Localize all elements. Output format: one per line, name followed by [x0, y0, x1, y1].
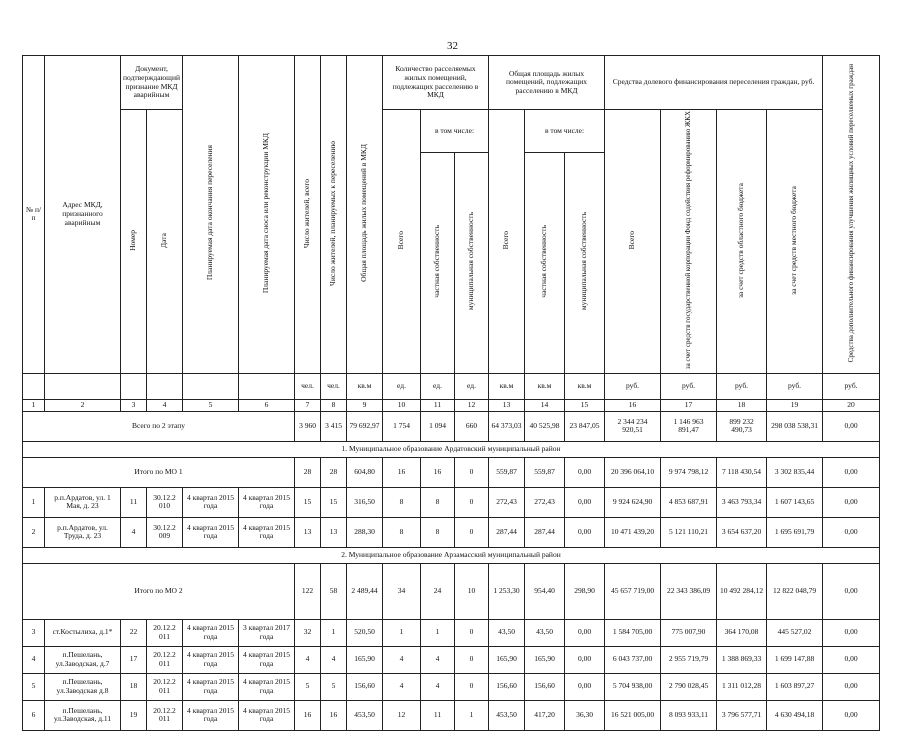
cell: 17: [121, 646, 147, 673]
cell: 20 396 064,10: [605, 457, 661, 487]
col-number: 13: [489, 399, 525, 411]
hdr-residents-total-text: Число жителей, всего: [302, 178, 312, 248]
hdr-fin-fund-text: за счет средств государственной корпорации Фонд содействия реформированию ЖКХ: [684, 111, 693, 370]
col-number: 8: [321, 399, 347, 411]
cell: 288,30: [347, 517, 383, 547]
hdr-area-count: Общая площадь жилых помещений, подлежащих расселению в МКД: [489, 56, 605, 110]
cell: 156,60: [489, 673, 525, 700]
hdr-rooms-count: Количество расселяемых жилых помещений, подлежащих расселению в МКД: [383, 56, 489, 110]
col-number: 9: [347, 399, 383, 411]
cell: 16 521 005,00: [605, 700, 661, 730]
cell: 3 654 637,20: [717, 517, 767, 547]
cell: 1 253,30: [489, 563, 525, 619]
cell: 364 170,08: [717, 619, 767, 646]
cell: 43,50: [525, 619, 565, 646]
cell: 1: [23, 487, 45, 517]
unit-blank: [45, 373, 121, 399]
col-number: 15: [565, 399, 605, 411]
cell: 122: [295, 563, 321, 619]
cell: 5: [295, 673, 321, 700]
cell: 11: [421, 700, 455, 730]
col-number: 12: [455, 399, 489, 411]
unit-cell: чел.: [321, 373, 347, 399]
hdr-fin-total-text: Всего: [627, 230, 637, 250]
cell: 4: [383, 673, 421, 700]
cell: 4 квартал 2015 года: [183, 700, 239, 730]
hdr-rooms-municipal: [455, 152, 489, 373]
total-stage-label: Всего по 2 этапу: [23, 411, 295, 441]
cell: 156,60: [525, 673, 565, 700]
cell: 16: [295, 700, 321, 730]
cell: 3: [23, 619, 45, 646]
col-number: 16: [605, 399, 661, 411]
table-row: [23, 700, 880, 730]
subtotal-row-1: [23, 457, 880, 487]
total-stage-row: [23, 411, 880, 441]
hdr-no: № п/ п: [23, 56, 45, 374]
cell: 8: [421, 517, 455, 547]
col-number: 6: [239, 399, 295, 411]
cell: 30.12.2 010: [147, 487, 183, 517]
unit-blank: [23, 373, 45, 399]
cell: 28: [321, 457, 347, 487]
cell: 604,80: [347, 457, 383, 487]
unit-blank: [183, 373, 239, 399]
hdr-area-private-text: частная собственность: [539, 225, 549, 298]
cell: 15: [295, 487, 321, 517]
cell: п.Пешелань, ул.Заводская д.8: [45, 673, 121, 700]
cell: 1 094: [421, 411, 455, 441]
unit-cell: кв.м: [565, 373, 605, 399]
cell: 1 146 963 891,47: [661, 411, 717, 441]
subtotal-label: Итого по МО 2: [23, 563, 295, 619]
hdr-document: Документ, подтверждающий признание МКД аварийным: [121, 56, 183, 110]
hdr-fin-local: [767, 110, 823, 374]
cell: 0,00: [823, 487, 880, 517]
cell: 445 527,02: [767, 619, 823, 646]
cell: 0,00: [565, 487, 605, 517]
cell: 4 квартал 2015 года: [183, 646, 239, 673]
cell: 298 038 538,31: [767, 411, 823, 441]
cell: 1 584 705,00: [605, 619, 661, 646]
cell: 20.12.2 011: [147, 673, 183, 700]
subtotal-row-2: [23, 563, 880, 619]
cell: 0: [455, 619, 489, 646]
cell: 0: [455, 457, 489, 487]
cell: 11: [121, 487, 147, 517]
section-1-title: 1. Муниципальное образование Ардатовский муниципальный район: [23, 441, 880, 457]
cell: 520,50: [347, 619, 383, 646]
cell: 43,50: [489, 619, 525, 646]
cell: 899 232 490,73: [717, 411, 767, 441]
cell: 4 квартал 2015 года: [183, 619, 239, 646]
col-number: 20: [823, 399, 880, 411]
hdr-rooms-private-text: частная собственность: [432, 225, 442, 298]
unit-cell: ед.: [455, 373, 489, 399]
cell: 8: [421, 487, 455, 517]
cell: ст.Костылиха, д.1*: [45, 619, 121, 646]
cell: 5: [321, 673, 347, 700]
cell: р.п.Ардатов, ул. 1 Мая, д. 23: [45, 487, 121, 517]
hdr-address: Адрес МКД, признанного аварийным: [45, 56, 121, 374]
hdr-residents-total: [295, 56, 321, 374]
cell: 8: [383, 517, 421, 547]
cell: 2 344 234 920,51: [605, 411, 661, 441]
unit-cell: руб.: [767, 373, 823, 399]
cell: 0,00: [823, 457, 880, 487]
cell: 272,43: [525, 487, 565, 517]
cell: р.п.Ардатов, ул. Труда, д. 23: [45, 517, 121, 547]
cell: п.Пешелань, ул.Заводская, д.7: [45, 646, 121, 673]
cell: 1 388 869,33: [717, 646, 767, 673]
cell: 954,40: [525, 563, 565, 619]
cell: 24: [421, 563, 455, 619]
cell: 3 415: [321, 411, 347, 441]
cell: 1: [455, 700, 489, 730]
cell: 4: [321, 646, 347, 673]
hdr-additional-text: Средства дополнительного финансирования улучшения жилищных условий переселяемых граждан: [846, 63, 855, 363]
cell: 775 007,90: [661, 619, 717, 646]
cell: 165,90: [347, 646, 383, 673]
cell: 16: [321, 700, 347, 730]
cell: 165,90: [489, 646, 525, 673]
hdr-doc-number-text: Номер: [128, 229, 138, 251]
col-number: 11: [421, 399, 455, 411]
cell: 15: [321, 487, 347, 517]
cell: 23 847,05: [565, 411, 605, 441]
table-row: [23, 673, 880, 700]
cell: 0: [455, 646, 489, 673]
col-number: 17: [661, 399, 717, 411]
cell: 8 093 933,11: [661, 700, 717, 730]
hdr-equity-financing: Средства долевого финансирования переселения граждан, руб.: [605, 56, 823, 110]
cell: 0,00: [823, 563, 880, 619]
cell: 3 квартал 2017 года: [239, 619, 295, 646]
cell: 2: [23, 517, 45, 547]
cell: 22: [121, 619, 147, 646]
cell: 453,50: [347, 700, 383, 730]
unit-cell: руб.: [661, 373, 717, 399]
hdr-residents-planned-text: Число жителей, планируемых к переселению: [328, 140, 338, 286]
cell: 13: [295, 517, 321, 547]
hdr-fin-local-text: за счет средств местного бюджета: [789, 185, 799, 295]
hdr-residents-planned: [321, 56, 347, 374]
cell: 58: [321, 563, 347, 619]
cell: 3 960: [295, 411, 321, 441]
cell: 34: [383, 563, 421, 619]
hdr-rooms-municipal-text: муниципальная собственность: [466, 212, 476, 311]
cell: 0,00: [565, 673, 605, 700]
cell: 0,00: [823, 646, 880, 673]
cell: 316,50: [347, 487, 383, 517]
cell: 1: [321, 619, 347, 646]
col-number: 7: [295, 399, 321, 411]
cell: 16: [383, 457, 421, 487]
cell: 10 492 284,12: [717, 563, 767, 619]
cell: 660: [455, 411, 489, 441]
cell: 156,60: [347, 673, 383, 700]
col-number: 10: [383, 399, 421, 411]
cell: 12: [383, 700, 421, 730]
hdr-area-including: в том числе:: [525, 110, 605, 153]
cell: 4: [295, 646, 321, 673]
cell: 13: [321, 517, 347, 547]
cell: 4 квартал 2015 года: [239, 673, 295, 700]
cell: 4: [121, 517, 147, 547]
subtotal-label: Итого по МО 1: [23, 457, 295, 487]
cell: 1: [383, 619, 421, 646]
page-number: 32: [447, 40, 458, 52]
cell: 79 692,97: [347, 411, 383, 441]
cell: 3 302 835,44: [767, 457, 823, 487]
hdr-rooms-total: [383, 110, 421, 374]
units-row: [23, 373, 880, 399]
cell: 4 853 687,91: [661, 487, 717, 517]
hdr-rooms-total-text: Всего: [396, 230, 406, 250]
hdr-fin-regional-text: за счет средств областного бюджета: [736, 182, 746, 298]
table-row: [23, 619, 880, 646]
cell: 0,00: [823, 619, 880, 646]
hdr-area-municipal-text: муниципальная собственность: [579, 212, 589, 311]
unit-cell: руб.: [717, 373, 767, 399]
unit-cell: кв.м: [347, 373, 383, 399]
cell: 4: [23, 646, 45, 673]
cell: 4: [421, 646, 455, 673]
cell: 20.12.2 011: [147, 619, 183, 646]
cell: 272,43: [489, 487, 525, 517]
cell: 40 525,98: [525, 411, 565, 441]
cell: 36,30: [565, 700, 605, 730]
cell: 2 489,44: [347, 563, 383, 619]
cell: 2 790 028,45: [661, 673, 717, 700]
cell: 9 974 798,12: [661, 457, 717, 487]
cell: 1 607 143,65: [767, 487, 823, 517]
cell: 0,00: [823, 700, 880, 730]
hdr-additional: [823, 56, 880, 374]
cell: 1 699 147,88: [767, 646, 823, 673]
hdr-rooms-private: [421, 152, 455, 373]
hdr-fin-total: [605, 110, 661, 374]
unit-blank: [121, 373, 147, 399]
cell: 0,00: [823, 411, 880, 441]
cell: 9 924 624,90: [605, 487, 661, 517]
cell: 453,50: [489, 700, 525, 730]
hdr-total-area: [347, 56, 383, 374]
cell: 28: [295, 457, 321, 487]
hdr-doc-date: [147, 110, 183, 374]
table-row: [23, 646, 880, 673]
hdr-planned-end-text: Планируемая дата окончания переселения: [205, 145, 215, 281]
cell: 3 796 577,71: [717, 700, 767, 730]
section-1-row: [23, 441, 880, 457]
cell: 0: [455, 673, 489, 700]
cell: 4: [383, 646, 421, 673]
unit-cell: руб.: [605, 373, 661, 399]
resettlement-table: [22, 55, 880, 731]
cell: 18: [121, 673, 147, 700]
cell: 0,00: [823, 673, 880, 700]
unit-cell: ед.: [421, 373, 455, 399]
cell: 4: [421, 673, 455, 700]
cell: 0,00: [565, 457, 605, 487]
cell: 4 квартал 2015 года: [239, 646, 295, 673]
col-number: 14: [525, 399, 565, 411]
hdr-area-total-text: Всего: [501, 230, 511, 250]
cell: 559,87: [489, 457, 525, 487]
cell: 10 471 439,20: [605, 517, 661, 547]
cell: 4 630 494,18: [767, 700, 823, 730]
cell: 1 603 897,27: [767, 673, 823, 700]
hdr-area-total: [489, 110, 525, 374]
hdr-area-private: [525, 152, 565, 373]
col-number: 5: [183, 399, 239, 411]
cell: 0,00: [565, 517, 605, 547]
hdr-rooms-including: в том числе:: [421, 110, 489, 153]
unit-blank: [239, 373, 295, 399]
cell: 559,87: [525, 457, 565, 487]
hdr-fin-regional: [717, 110, 767, 374]
cell: 0,00: [565, 619, 605, 646]
cell: 64 373,03: [489, 411, 525, 441]
unit-blank: [147, 373, 183, 399]
cell: 4 квартал 2015 года: [239, 700, 295, 730]
unit-cell: кв.м: [525, 373, 565, 399]
unit-cell: чел.: [295, 373, 321, 399]
cell: 6: [23, 700, 45, 730]
cell: 16: [421, 457, 455, 487]
col-number: 18: [717, 399, 767, 411]
cell: 0,00: [565, 646, 605, 673]
cell: 1 754: [383, 411, 421, 441]
cell: 4 квартал 2015 года: [239, 487, 295, 517]
cell: 19: [121, 700, 147, 730]
cell: 5 121 110,21: [661, 517, 717, 547]
cell: 4 квартал 2015 года: [183, 517, 239, 547]
unit-cell: кв.м: [489, 373, 525, 399]
cell: 20.12.2 011: [147, 700, 183, 730]
cell: п.Пешелань, ул.Заводская, д.11: [45, 700, 121, 730]
cell: 287,44: [489, 517, 525, 547]
cell: 7 118 430,54: [717, 457, 767, 487]
cell: 10: [455, 563, 489, 619]
hdr-doc-date-text: Дата: [159, 232, 169, 248]
col-number: 2: [45, 399, 121, 411]
cell: 1 311 012,28: [717, 673, 767, 700]
table-row: [23, 517, 880, 547]
hdr-total-area-text: Общая площадь жилых помещений в МКД: [359, 144, 369, 283]
cell: 0: [455, 487, 489, 517]
cell: 32: [295, 619, 321, 646]
cell: 20.12.2 011: [147, 646, 183, 673]
hdr-doc-number: [121, 110, 147, 374]
unit-cell: руб.: [823, 373, 880, 399]
cell: 22 343 386,09: [661, 563, 717, 619]
col-number: 19: [767, 399, 823, 411]
cell: 45 657 719,00: [605, 563, 661, 619]
cell: 298,90: [565, 563, 605, 619]
cell: 2 955 719,79: [661, 646, 717, 673]
cell: 287,44: [525, 517, 565, 547]
cell: 0,00: [823, 517, 880, 547]
hdr-area-municipal: [565, 152, 605, 373]
col-number: 4: [147, 399, 183, 411]
cell: 1 695 691,79: [767, 517, 823, 547]
section-2-title: 2. Муниципальное образование Арзамасский муниципальный район: [23, 547, 880, 563]
cell: 8: [383, 487, 421, 517]
col-number: 3: [121, 399, 147, 411]
table-row: [23, 487, 880, 517]
cell: 4 квартал 2015 года: [239, 517, 295, 547]
cell: 5 704 938,00: [605, 673, 661, 700]
column-number-row: [23, 399, 880, 411]
cell: 4 квартал 2015 года: [183, 487, 239, 517]
hdr-fin-fund: [661, 110, 717, 374]
cell: 3 463 793,34: [717, 487, 767, 517]
cell: 5: [23, 673, 45, 700]
section-2-row: [23, 547, 880, 563]
cell: 12 822 048,79: [767, 563, 823, 619]
cell: 1: [421, 619, 455, 646]
cell: 0: [455, 517, 489, 547]
col-number: 1: [23, 399, 45, 411]
unit-cell: ед.: [383, 373, 421, 399]
cell: 6 043 737,00: [605, 646, 661, 673]
cell: 165,90: [525, 646, 565, 673]
cell: 4 квартал 2015 года: [183, 673, 239, 700]
hdr-planned-demolition-text: Планируемая дата сноса или реконструкции МКД: [261, 133, 271, 294]
cell: 30.12.2 009: [147, 517, 183, 547]
hdr-planned-end: [183, 56, 239, 374]
cell: 417,20: [525, 700, 565, 730]
hdr-planned-demolition: [239, 56, 295, 374]
